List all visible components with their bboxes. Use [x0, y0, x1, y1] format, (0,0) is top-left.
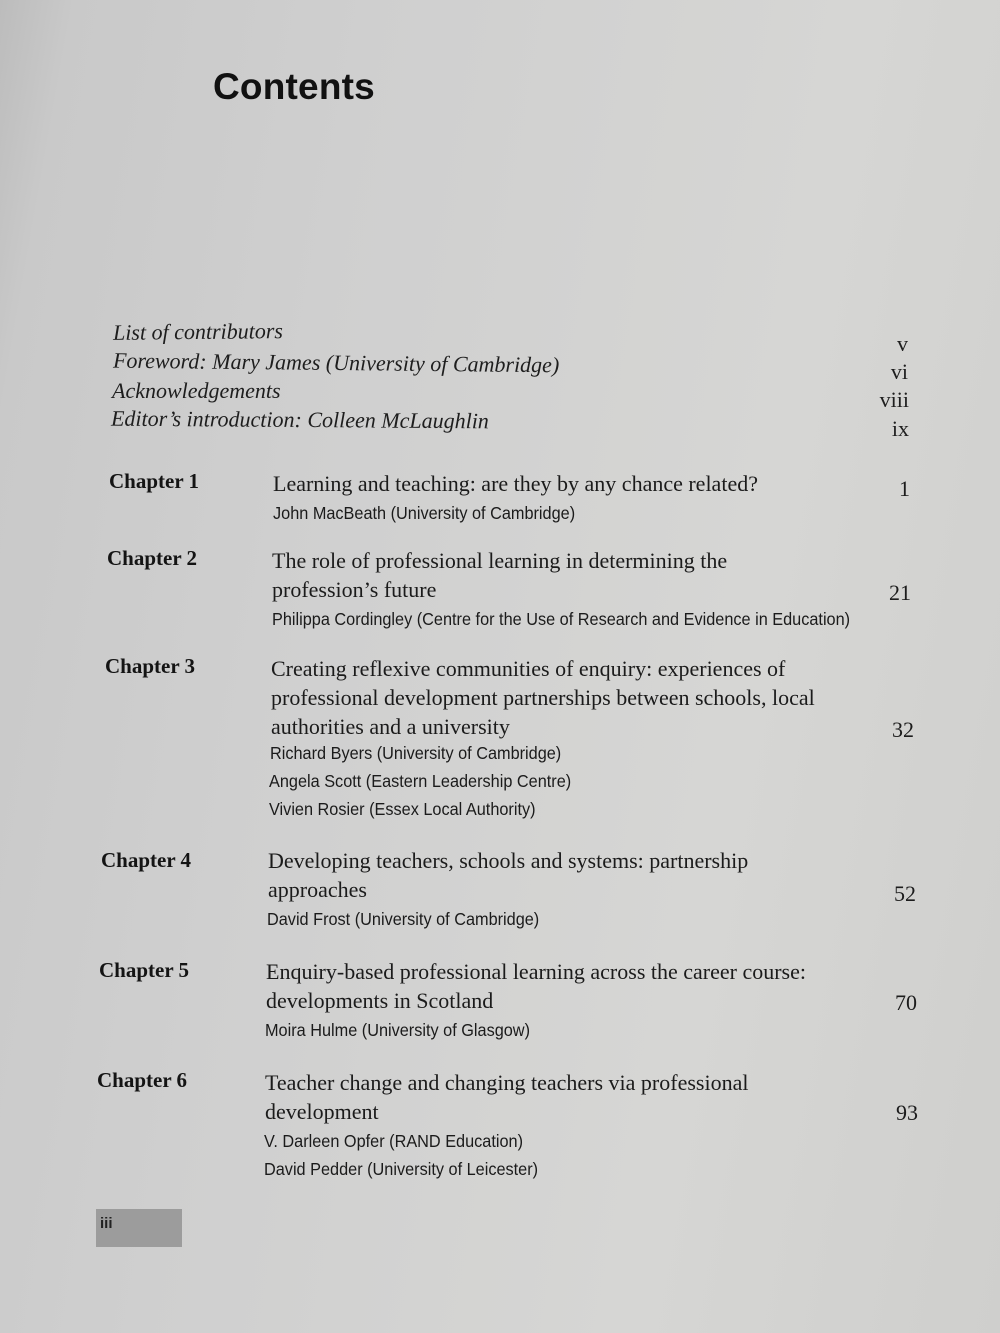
chapter-title-line: approaches	[268, 877, 367, 902]
chapter-page: 32	[892, 717, 914, 742]
chapter-title	[266, 957, 806, 1015]
chapter-author: Philippa Cordingley (Centre for the Use of Research and Evidence in Education)	[272, 609, 851, 629]
chapter-title	[271, 654, 815, 741]
chapter-page: 70	[895, 990, 917, 1015]
chapter-title-line: Developing teachers, schools and systems: partnership	[268, 848, 749, 873]
chapter-label: Chapter 4	[101, 848, 192, 872]
prelim-entry-label: Foreword: Mary James (University of Cambridge)	[112, 347, 560, 378]
prelim-entry-label: List of contributors	[112, 318, 284, 345]
prelim-entry-page: viii	[879, 387, 909, 412]
chapter-page: 1	[899, 476, 910, 501]
prelim-entry-label: Acknowledgements	[112, 378, 281, 403]
chapter-label: Chapter 1	[109, 469, 200, 493]
prelim-entry-page: ix	[891, 416, 909, 441]
chapter-title-line: professional development partnerships between schools, local	[271, 685, 815, 710]
chapter-author: David Pedder (University of Leicester)	[264, 1159, 539, 1179]
prelim-entry-page: vi	[890, 359, 908, 384]
page-title: Contents	[213, 66, 375, 107]
chapter-title-line: development	[265, 1099, 379, 1124]
chapter-title-line: Enquiry-based professional learning across the career course:	[266, 959, 806, 984]
chapter-author: Vivien Rosier (Essex Local Authority)	[269, 799, 536, 819]
chapter-title	[265, 1068, 748, 1126]
prelim-entry-page: v	[897, 331, 908, 356]
chapter-title	[268, 846, 748, 904]
chapter-author: Richard Byers (University of Cambridge)	[270, 743, 562, 763]
chapter-title-line: Creating reflexive communities of enquiry: experiences of	[271, 656, 786, 681]
chapter-label: Chapter 3	[105, 654, 196, 678]
chapter-title	[272, 546, 727, 604]
chapter-author: David Frost (University of Cambridge)	[267, 909, 540, 929]
prelim-entry-label: Editor’s introduction: Colleen McLaughlin	[110, 405, 489, 434]
page-number: iii	[100, 1215, 113, 1232]
chapter-title-line: The role of professional learning in determining the	[272, 548, 728, 573]
chapter-page: 93	[896, 1100, 918, 1125]
chapter-title-line: Learning and teaching: are they by any chance related?	[273, 471, 758, 496]
chapter-label: Chapter 5	[99, 958, 190, 982]
chapter-title-line: Teacher change and changing teachers via professional	[265, 1070, 749, 1095]
chapter-label: Chapter 6	[97, 1068, 188, 1092]
chapter-label: Chapter 2	[107, 546, 198, 570]
chapter-title-line: profession’s future	[272, 577, 437, 602]
chapter-title-line: authorities and a university	[271, 714, 510, 739]
chapter-page: 52	[894, 881, 916, 906]
chapter-page: 21	[889, 580, 911, 605]
chapter-author: V. Darleen Opfer (RAND Education)	[264, 1131, 524, 1151]
chapter-author: Moira Hulme (University of Glasgow)	[265, 1020, 530, 1040]
chapter-author: Angela Scott (Eastern Leadership Centre)	[269, 771, 572, 791]
chapter-title-line: developments in Scotland	[266, 988, 494, 1013]
chapter-author: John MacBeath (University of Cambridge)	[273, 503, 576, 523]
chapter-title	[273, 469, 758, 498]
